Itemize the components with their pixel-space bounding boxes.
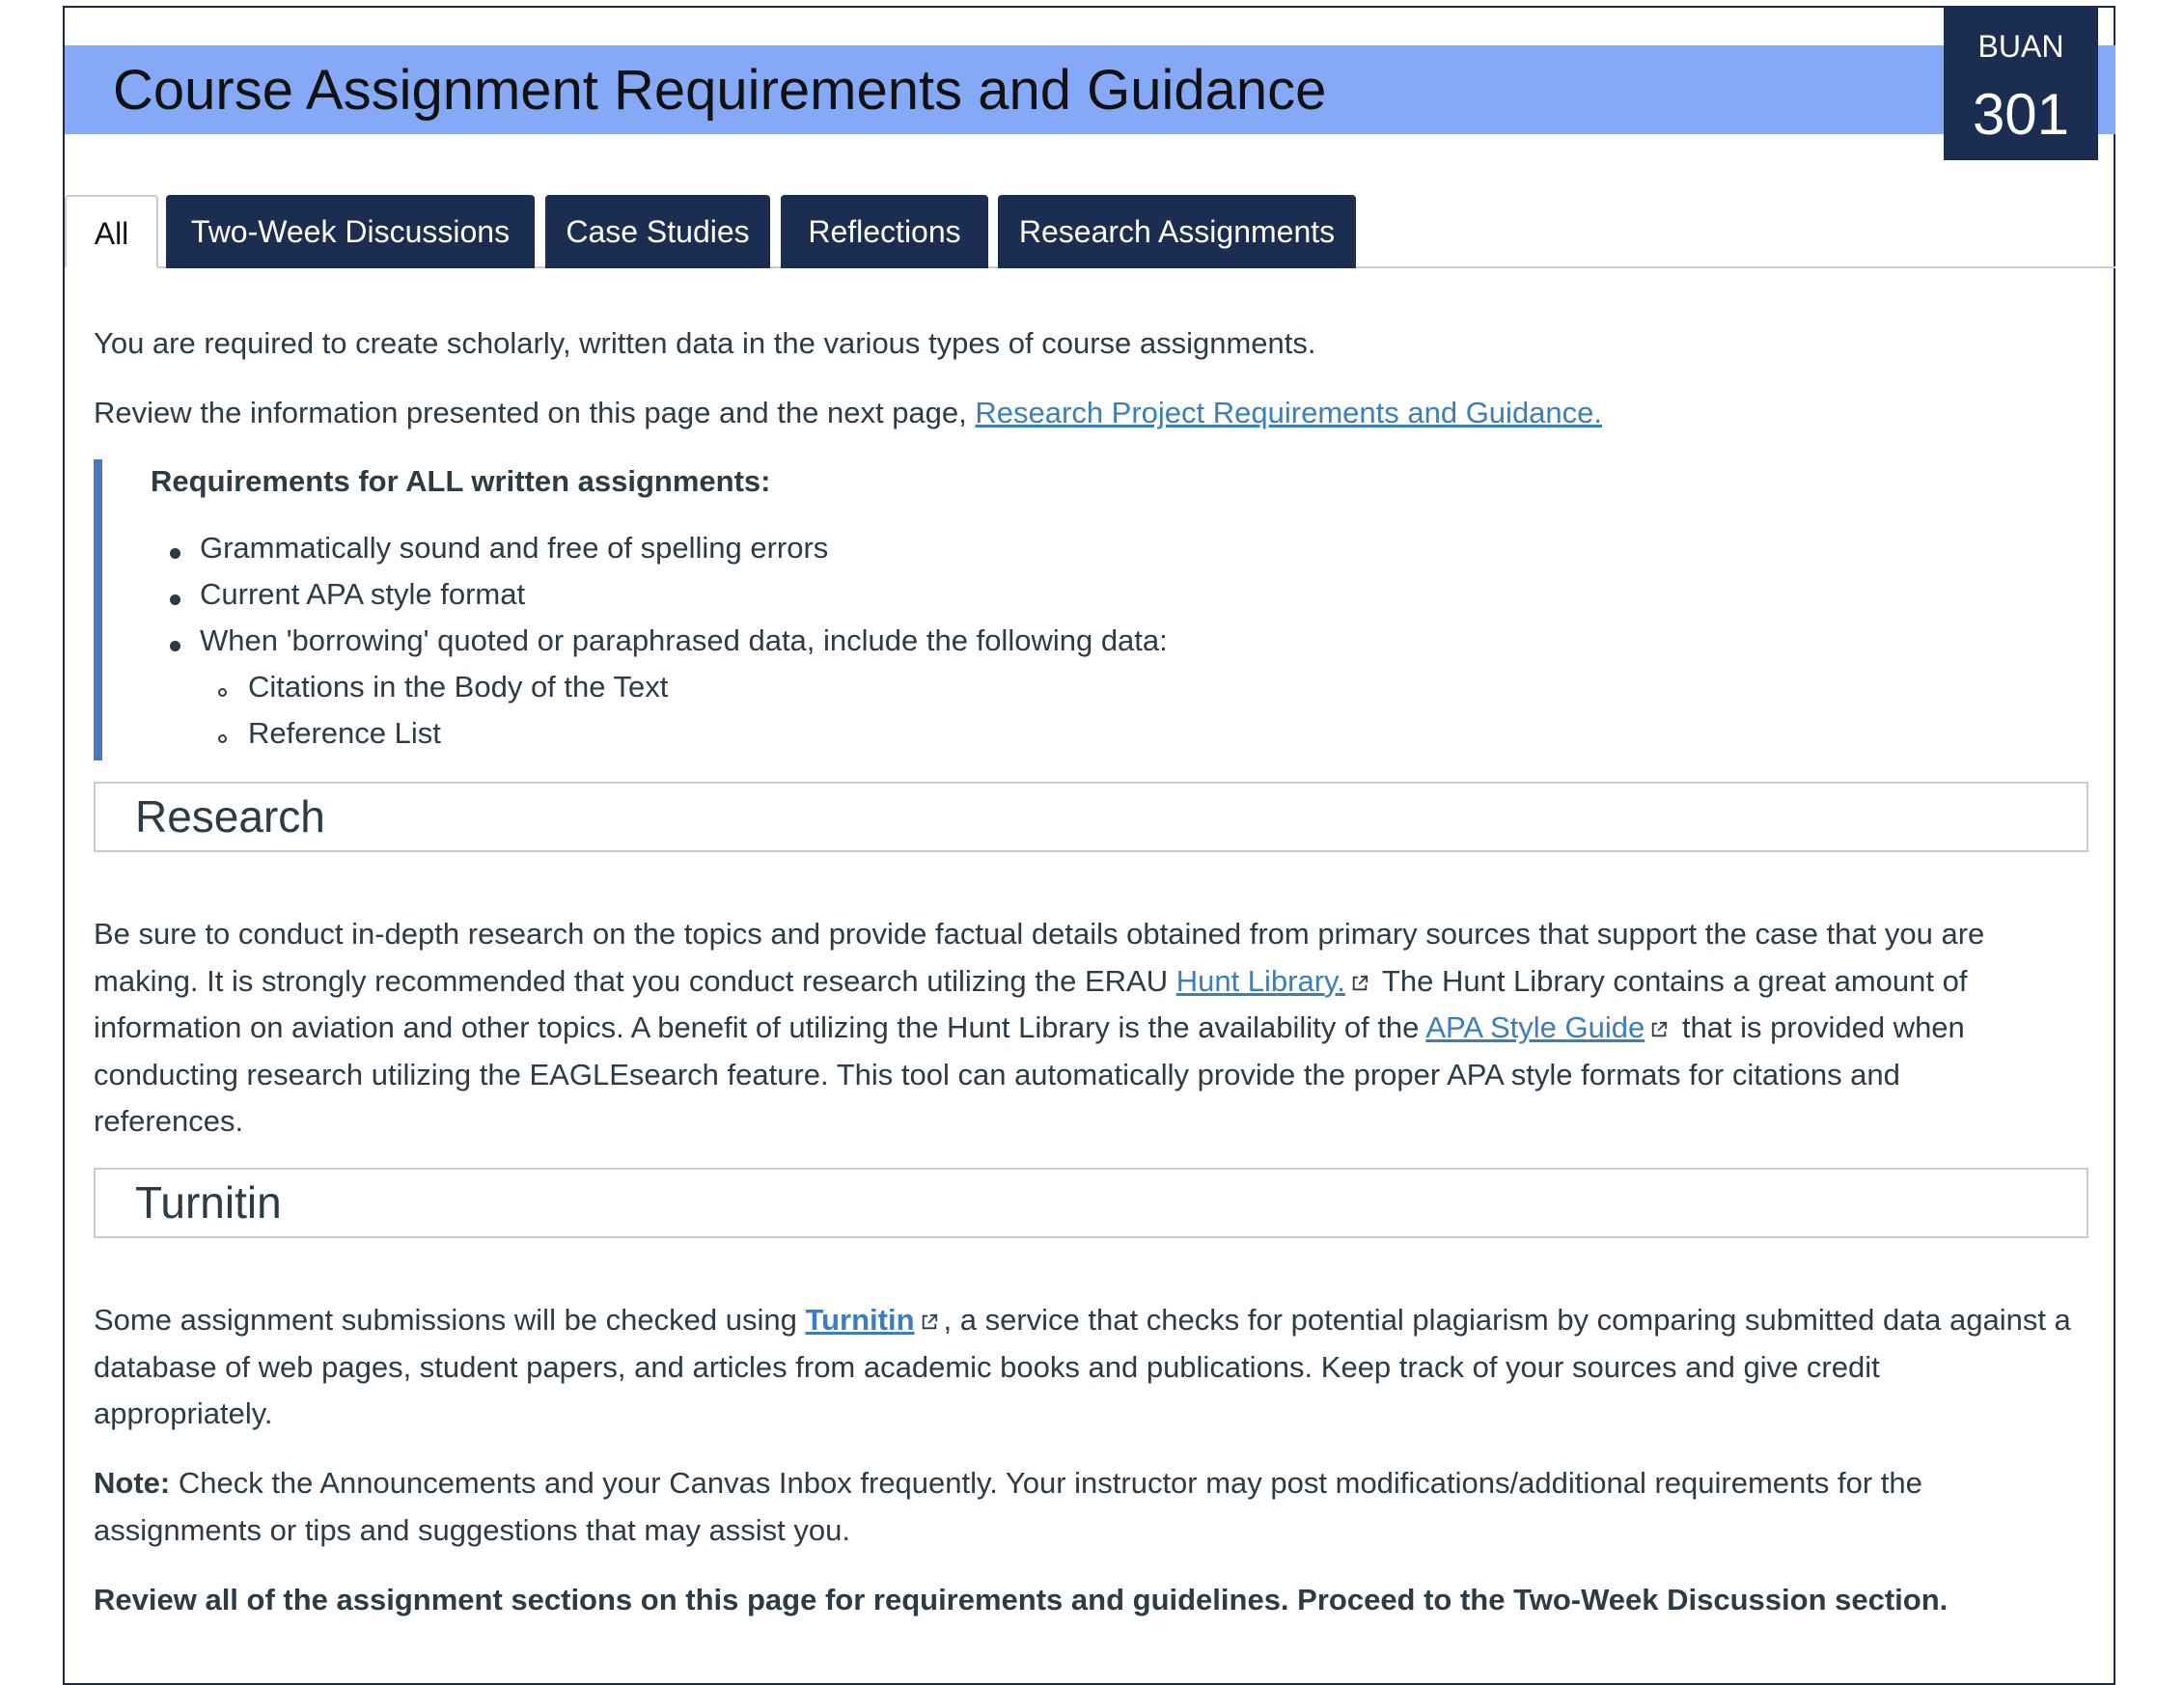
course-badge — [1944, 6, 2098, 160]
research-line: references. — [94, 1104, 244, 1138]
sub-bullet-icon — [218, 688, 227, 697]
turnitin-line: appropriately. — [94, 1396, 273, 1430]
requirement-item: Grammatically sound and free of spelling errors — [200, 531, 829, 565]
research-text: making. It is strongly recommended that you conduct research utilizing the ERAU — [94, 963, 1176, 998]
bullet-icon — [170, 594, 180, 605]
note-label: Note: — [94, 1466, 171, 1500]
requirement-subitem: Reference List — [248, 716, 441, 750]
turnitin-link[interactable]: Turnitin — [805, 1303, 915, 1337]
turnitin-paragraph — [94, 1297, 2071, 1438]
requirement-item: When 'borrowing' quoted or paraphrased data, include the following data: — [200, 623, 1168, 657]
research-line — [94, 1005, 1984, 1052]
requirement-subitem: Citations in the Body of the Text — [248, 670, 669, 704]
requirements-callout — [94, 459, 1839, 760]
external-link-icon — [1650, 1021, 1668, 1038]
research-project-link[interactable]: Research Project Requirements and Guidance. — [975, 396, 1603, 429]
note-paragraph — [94, 1460, 1922, 1554]
course-number: 301 — [1972, 82, 2070, 147]
research-text: that is provided when — [1673, 1010, 1965, 1044]
requirement-item: Current APA style format — [200, 577, 526, 611]
turnitin-text: Some assignment submissions will be checked using — [94, 1303, 806, 1337]
bullet-icon — [170, 641, 180, 651]
intro-review-text: Review the information presented on this page and the next page, — [94, 396, 976, 429]
research-line: Be sure to conduct in-depth research on the topics and provide factual details obtained from primary sources that support the case that you are — [94, 917, 1985, 951]
tab-research-assignments[interactable]: Research Assignments — [998, 195, 1356, 268]
course-code: BUAN — [1977, 29, 2064, 64]
requirements-title: Requirements for ALL written assignments: — [151, 464, 771, 498]
external-link-icon — [1351, 975, 1368, 992]
research-text: The Hunt Library contains a great amount of — [1373, 963, 1968, 998]
research-line — [94, 958, 1984, 1006]
tab-two-week-discussions[interactable]: Two-Week Discussions — [166, 195, 535, 268]
note-line — [94, 1460, 1922, 1507]
intro-review-line — [94, 396, 1602, 430]
turnitin-text: , a service that checks for potential plagiarism by comparing submitted data against a — [943, 1303, 2071, 1337]
hunt-library-link[interactable]: Hunt Library. — [1175, 963, 1345, 998]
note-text: Check the Announcements and your Canvas Inbox frequently. Your instructor may post modifications/additional requirements for the — [170, 1466, 1922, 1500]
final-instruction-text: Review all of the assignment sections on this page for requirements and guidelines. Proceed to the Two-Week Discussion section. — [94, 1583, 1949, 1616]
turnitin-heading: Turnitin — [135, 1177, 282, 1228]
turnitin-line — [94, 1297, 2071, 1344]
sub-bullet-icon — [218, 734, 227, 743]
apa-style-guide-link[interactable]: APA Style Guide — [1425, 1010, 1645, 1044]
research-paragraph — [94, 911, 1984, 1146]
tab-case-studies[interactable]: Case Studies — [545, 195, 770, 268]
tab-reflections[interactable]: Reflections — [781, 195, 988, 268]
external-link-icon — [921, 1313, 938, 1331]
turnitin-heading-box — [94, 1168, 2088, 1238]
research-text: information on aviation and other topics. A benefit of utilizing the Hunt Library is the availability of the — [94, 1010, 1426, 1044]
final-instruction — [94, 1577, 1948, 1624]
research-heading: Research — [135, 791, 325, 842]
tab-bar — [65, 195, 2115, 268]
note-line: assignments or tips and suggestions that may assist you. — [94, 1512, 851, 1547]
tab-all[interactable]: All — [65, 195, 158, 268]
intro-text: You are required to create scholarly, written data in the various types of course assignments. — [94, 326, 1316, 360]
research-line: conducting research utilizing the EAGLEsearch feature. This tool can automatically provide the proper APA style formats for citations and — [94, 1057, 1900, 1091]
bullet-icon — [170, 548, 180, 559]
turnitin-line: database of web pages, student papers, and articles from academic books and publications. Keep track of your sources and give credit — [94, 1349, 1880, 1384]
research-heading-box — [94, 782, 2088, 852]
page-title: Course Assignment Requirements and Guidance — [113, 59, 1327, 122]
